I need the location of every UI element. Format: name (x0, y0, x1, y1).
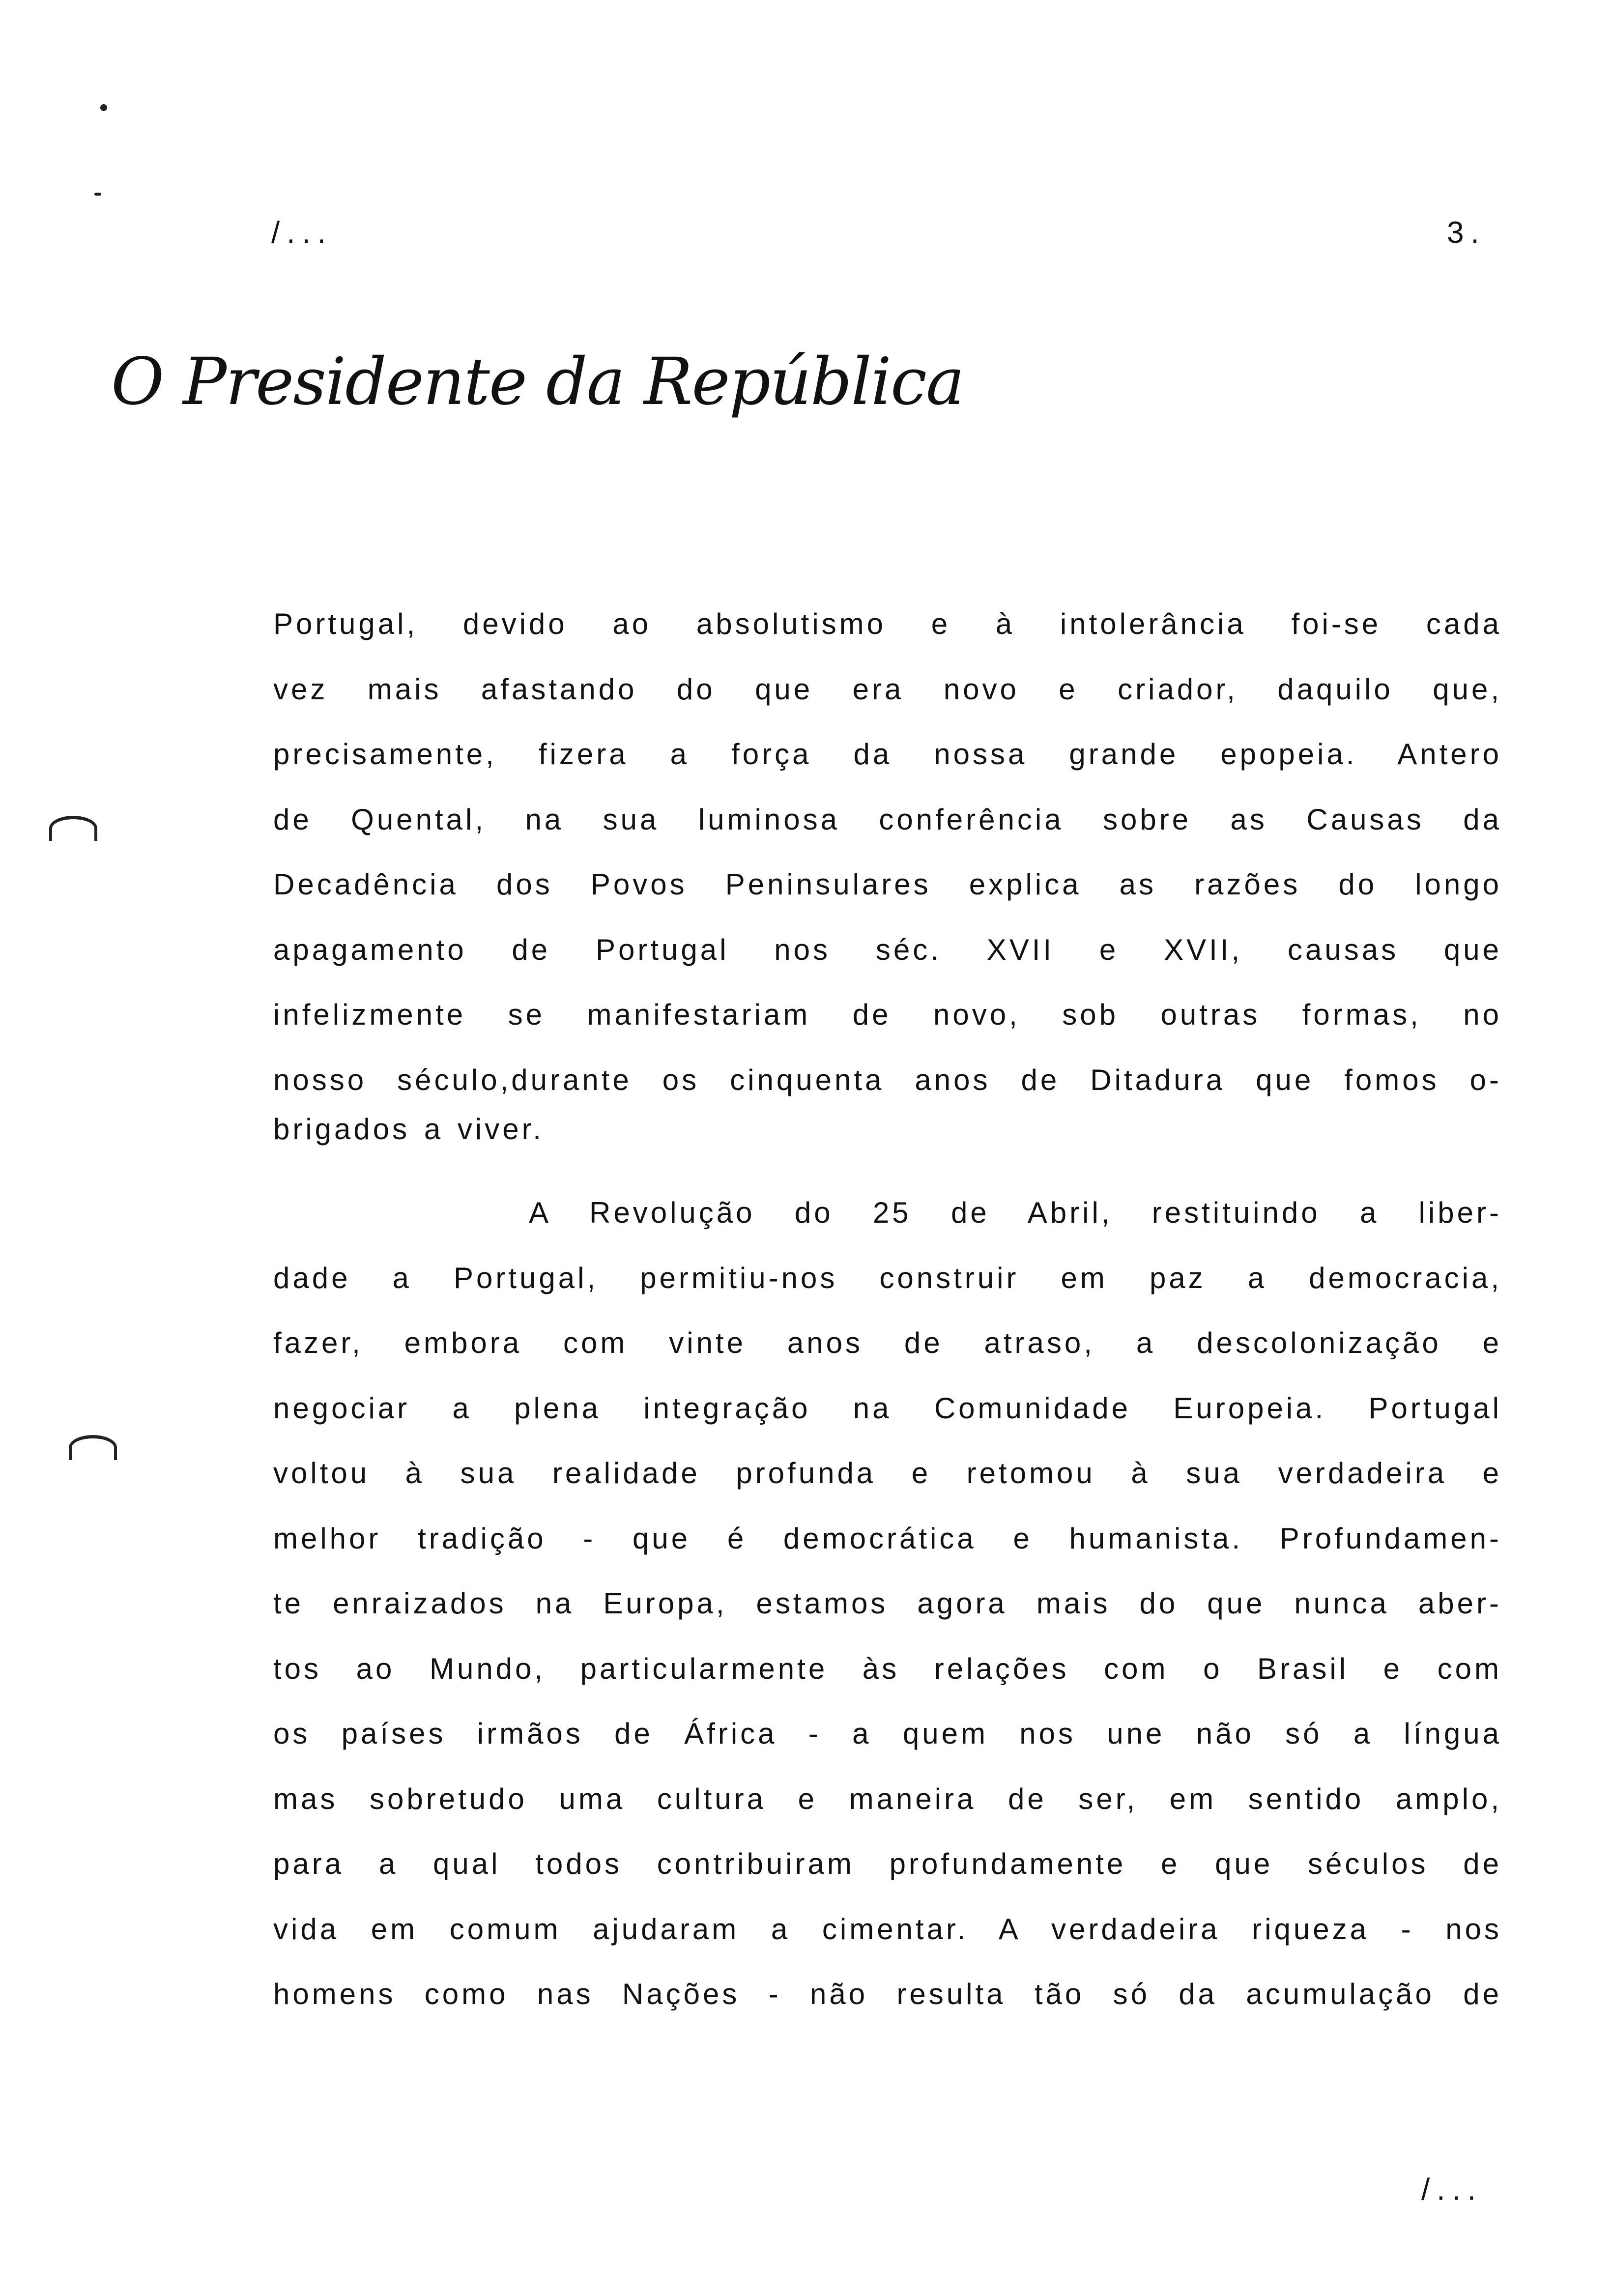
text-line: vida em comum ajudaram a cimentar. A verdadeira riqueza - nos (273, 1912, 1502, 1946)
text-line: Decadência dos Povos Peninsulares explica as razões do longo (273, 868, 1502, 901)
text-line: de Quental, na sua luminosa conferência sobre as Causas da (273, 803, 1502, 836)
paragraph-1 (273, 592, 1502, 1146)
paragraph-2 (273, 1180, 1502, 2027)
text-line: Portugal, devido ao absolutismo e à intolerância foi-se cada (273, 607, 1502, 640)
text-line: os países irmãos de África - a quem nos une não só a língua (273, 1717, 1502, 1750)
text-line: mas sobretudo uma cultura e maneira de ser, em sentido amplo, (273, 1782, 1502, 1815)
text-line: apagamento de Portugal nos séc. XVII e XVII, causas que (273, 933, 1502, 966)
text-line: A Revolução do 25 de Abril, restituindo a liber- (529, 1196, 1502, 1229)
text-line: homens como nas Nações - não resulta tão só da acumulação de (273, 1978, 1502, 2010)
punch-hole-mark-upper (49, 816, 97, 841)
text-line: te enraizados na Europa, estamos agora mais do que nunca aber- (273, 1587, 1502, 1620)
text-line: precisamente, fizera a força da nossa grande epopeia. Antero (273, 738, 1502, 771)
continuation-marker-bottom: /... (1421, 2173, 1483, 2207)
text-line: brigados a viver. (273, 1113, 544, 1146)
text-line: voltou à sua realidade profunda e retomou à sua verdadeira e (273, 1457, 1502, 1490)
text-line: fazer, embora com vinte anos de atraso, a descolonização e (273, 1326, 1502, 1359)
text-line: melhor tradição - que é democrática e humanista. Profundamen- (273, 1521, 1502, 1555)
text-line: nosso século,durante os cinquenta anos de Ditadura que fomos o- (273, 1063, 1502, 1096)
text-line: para a qual todos contribuiram profundamente e que séculos de (273, 1847, 1502, 1880)
text-line: dade a Portugal, permitiu-nos construir em paz a democracia, (273, 1261, 1502, 1294)
text-line: tos ao Mundo, particularmente às relações com o Brasil e com (273, 1652, 1502, 1685)
margin-dot-mark (100, 104, 107, 111)
margin-tick-mark (94, 193, 101, 196)
page-number: 3. (1447, 216, 1486, 250)
punch-hole-mark-lower (69, 1435, 117, 1460)
text-line: negociar a plena integração na Comunidade Europeia. Portugal (273, 1391, 1502, 1425)
text-line: infelizmente se manifestariam de novo, sob outras formas, no (273, 998, 1502, 1031)
text-line: vez mais afastando do que era novo e criador, daquilo que, (273, 672, 1502, 706)
continuation-marker-top: /... (271, 216, 333, 250)
letterhead-title: O Presidente da República (111, 344, 964, 420)
